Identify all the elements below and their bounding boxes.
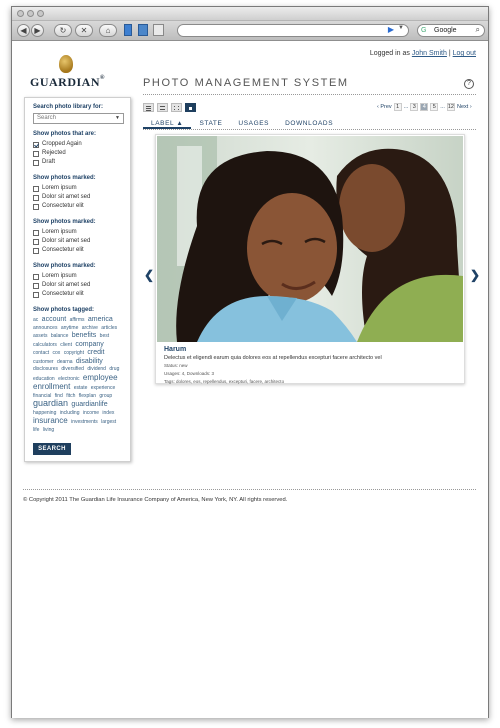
checkbox-label: Lorem ipsum (42, 185, 77, 191)
google-icon: G (421, 27, 427, 34)
tag-link[interactable]: find (54, 392, 63, 399)
checkbox[interactable] (33, 204, 39, 210)
tag-link[interactable]: guardianlife (71, 401, 108, 408)
footer-divider (23, 489, 476, 490)
checkbox-label: Rejected (42, 150, 66, 156)
save-icon[interactable] (138, 24, 148, 36)
home-icon[interactable]: ⌂ (99, 24, 117, 37)
detail-view-icon[interactable] (157, 103, 168, 112)
tag-link[interactable]: enrollment (33, 382, 71, 391)
search-heading: Search photo library for: (33, 104, 104, 110)
ellipsis: ... (403, 104, 409, 110)
back-button[interactable]: ◀ (17, 24, 30, 37)
page-12[interactable]: 12 (447, 104, 454, 110)
photo-caption (164, 346, 454, 385)
zoom-window-button[interactable] (37, 10, 44, 17)
logo-icon (59, 55, 73, 73)
logout-link[interactable]: Log out (452, 50, 476, 57)
filter-checkbox-row[interactable] (33, 140, 122, 149)
tag-link[interactable]: education (33, 375, 55, 382)
photo-title[interactable]: Harum (164, 346, 187, 353)
print-icon[interactable] (153, 24, 164, 36)
separator: | (448, 50, 451, 57)
tag-link[interactable]: experience (90, 385, 116, 391)
tags-heading: Show photos tagged: (33, 307, 94, 313)
logo-text: GUARDIAN (30, 75, 100, 89)
filter-group (33, 263, 122, 299)
tag-link[interactable]: largest (101, 419, 117, 425)
photo-usages: Usages: 4, Downloads: 3 (164, 371, 215, 376)
filter-group-heading: Show photos marked: (33, 263, 96, 269)
ellipsis: ... (440, 104, 445, 110)
tag-link[interactable]: announces (33, 324, 58, 331)
checkbox[interactable] (33, 142, 39, 148)
page-title: PHOTO MANAGEMENT SYSTEM (143, 77, 349, 89)
checkbox[interactable] (33, 239, 39, 245)
browser-toolbar (12, 21, 488, 41)
page-5[interactable]: 5 (430, 103, 438, 111)
tag-link[interactable]: index (102, 409, 115, 416)
tag-link[interactable]: living (42, 426, 55, 433)
tag-link[interactable]: copyright (63, 350, 84, 356)
search-icon[interactable]: ⌕ (475, 25, 480, 34)
checkbox[interactable] (33, 283, 39, 289)
registered-mark: ® (100, 75, 105, 81)
page-content (12, 42, 488, 718)
filter-checkbox-row[interactable] (33, 184, 122, 193)
tag-link[interactable]: disability (75, 357, 103, 365)
tag-link[interactable]: flexplan (78, 392, 96, 399)
filter-group-heading: Show photos marked: (33, 175, 96, 181)
filter-group-heading: Show photos marked: (33, 219, 96, 225)
tag-link[interactable]: company (75, 340, 104, 348)
tag-link[interactable]: account (41, 316, 67, 323)
tab-downloads[interactable]: DOWNLOADS (285, 120, 334, 127)
filter-checkbox-row[interactable] (33, 237, 122, 246)
tag-link[interactable]: balance (50, 333, 69, 339)
view-switcher (143, 103, 196, 112)
page-4[interactable]: 4 (420, 103, 428, 111)
checkbox-label: Lorem ipsum (42, 229, 77, 235)
tag-link[interactable]: ac (33, 317, 39, 323)
checkbox-label: Consectetur elit (42, 247, 84, 253)
filter-checkbox-row[interactable] (33, 281, 122, 290)
checkbox-label: Dolor sit amet sed (42, 238, 91, 244)
tag-link[interactable]: income (82, 409, 100, 416)
tag-link[interactable]: dividend (87, 366, 106, 372)
checkbox-label: Dolor sit amet sed (42, 194, 91, 200)
tag-link[interactable]: estate (73, 385, 88, 391)
tab-label[interactable]: LABEL ▲ (143, 118, 191, 129)
tag-link[interactable]: fitch (66, 392, 76, 399)
tag-link[interactable]: assets (33, 333, 48, 339)
go-icon[interactable]: ▶ (387, 25, 394, 34)
close-window-button[interactable] (17, 10, 24, 17)
search-button[interactable]: SEARCH (33, 443, 71, 455)
checkbox[interactable] (33, 292, 39, 298)
previous-photo-arrow-icon[interactable]: ❮ (144, 268, 155, 282)
tag-link[interactable]: contact (33, 350, 50, 356)
checkbox[interactable] (33, 151, 39, 157)
tag-link[interactable]: best (99, 333, 110, 339)
filter-group-heading: Show photos that are: (33, 131, 96, 137)
tag-link[interactable]: financial (33, 392, 52, 399)
large-view-icon[interactable] (185, 103, 196, 112)
reload-icon[interactable]: ↻ (54, 24, 72, 37)
filter-checkbox-row[interactable] (33, 228, 122, 237)
photo-tags: Tags: dolores, eos, repellendus, excepturi, facere, architecto (164, 379, 285, 384)
tag-link[interactable]: affirms (69, 317, 85, 323)
next-page-link[interactable]: Next › (456, 104, 472, 110)
tag-link[interactable]: cox (52, 350, 61, 356)
guardian-logo[interactable] (30, 55, 105, 90)
filter-checkbox-row[interactable] (33, 149, 122, 158)
filter-checkbox-row[interactable] (33, 290, 122, 299)
checkbox-label: Lorem ipsum (42, 273, 77, 279)
filter-group (33, 131, 122, 167)
checkbox[interactable] (33, 230, 39, 236)
tag-link[interactable]: client (60, 341, 72, 348)
filter-groups (33, 131, 122, 299)
list-view-icon[interactable] (143, 103, 154, 112)
browser-window (11, 6, 489, 718)
sidebar (24, 97, 131, 462)
tag-link[interactable]: electronic (58, 375, 80, 382)
tag-link[interactable]: guardian (33, 398, 69, 408)
next-photo-arrow-icon[interactable]: ❯ (470, 268, 481, 282)
photo-card[interactable] (155, 134, 465, 384)
filter-checkbox-row[interactable] (33, 272, 122, 281)
checkbox-label: Cropped Again (42, 141, 82, 147)
grid-view-icon[interactable] (171, 103, 182, 112)
checkbox[interactable] (33, 274, 39, 280)
tag-link[interactable]: calculators (33, 341, 57, 348)
page-3[interactable]: 3 (410, 103, 418, 111)
checkbox[interactable] (33, 195, 39, 201)
photo-description: Delectus et eligendi earum quia dolores eos at repellendus excepturi facere architecto vel (164, 355, 382, 361)
bookmark-icon[interactable] (124, 24, 132, 36)
tag-link[interactable]: archive (81, 324, 98, 331)
tag-link[interactable]: group (99, 392, 113, 399)
filter-checkbox-row[interactable] (33, 202, 122, 211)
login-status (370, 50, 476, 57)
tag-link[interactable]: diversified (61, 366, 84, 372)
filter-checkbox-row[interactable] (33, 158, 122, 167)
tag-link[interactable]: dearna (56, 358, 73, 365)
tag-link[interactable]: benefits (71, 332, 97, 339)
tag-link[interactable]: insurance (33, 416, 68, 425)
tab-usages[interactable]: USAGES (238, 120, 270, 127)
filter-checkbox-row[interactable] (33, 193, 122, 202)
minimize-window-button[interactable] (27, 10, 34, 17)
checkbox[interactable] (33, 248, 39, 254)
tag-link[interactable]: disclosures (33, 366, 59, 372)
photo-status: Status: new (164, 363, 188, 368)
sort-tabs (143, 118, 476, 130)
prev-page-link[interactable]: ‹ Prev (377, 104, 392, 110)
title-divider (143, 94, 476, 95)
logged-in-label: Logged in as (369, 50, 410, 57)
tag-link[interactable]: investments (71, 419, 98, 425)
checkbox-label: Draft (42, 159, 56, 165)
checkbox[interactable] (33, 186, 39, 192)
tag-link[interactable]: customer (33, 358, 54, 365)
checkbox-label: Consectetur elit (42, 203, 84, 209)
chevron-down-icon[interactable]: ▼ (398, 25, 404, 31)
forward-button[interactable]: ▶ (31, 24, 44, 37)
filter-checkbox-row[interactable] (33, 246, 122, 255)
tag-link[interactable]: including (59, 409, 80, 416)
help-icon[interactable]: ? (464, 79, 474, 89)
filter-group (33, 219, 122, 255)
tag-link[interactable]: articles (101, 324, 118, 331)
search-placeholder: Search (37, 115, 57, 121)
chevron-down-icon[interactable]: ▼ (115, 115, 120, 121)
checkbox[interactable] (33, 160, 39, 166)
photo-image[interactable] (157, 136, 463, 342)
filter-group (33, 175, 122, 211)
user-name-link[interactable]: John Smith (411, 50, 447, 57)
tag-link[interactable]: anytime (60, 324, 79, 331)
checkbox-label: Consectetur elit (42, 291, 84, 297)
tag-link[interactable]: life (33, 426, 40, 433)
tag-cloud (33, 316, 122, 434)
tag-link[interactable]: employee (82, 372, 118, 382)
title-bar (12, 7, 488, 21)
tag-link[interactable]: america (87, 316, 113, 323)
tab-state[interactable]: STATE (199, 120, 223, 127)
stop-icon[interactable]: ✕ (75, 24, 93, 37)
checkbox-label: Dolor sit amet sed (42, 282, 91, 288)
search-input[interactable] (33, 113, 124, 124)
tag-link[interactable]: credit (87, 349, 105, 356)
copyright-text: © Copyright 2011 The Guardian Life Insurance Company of America, New York, NY. All rights reserved. (23, 497, 288, 503)
browser-search-input[interactable]: Google G ⌕ (417, 24, 485, 37)
page-1[interactable]: 1 (394, 103, 402, 111)
address-bar[interactable] (177, 24, 409, 37)
tag-link[interactable]: drug (109, 366, 120, 372)
tag-link[interactable]: happening (33, 409, 57, 416)
pagination (377, 103, 472, 111)
